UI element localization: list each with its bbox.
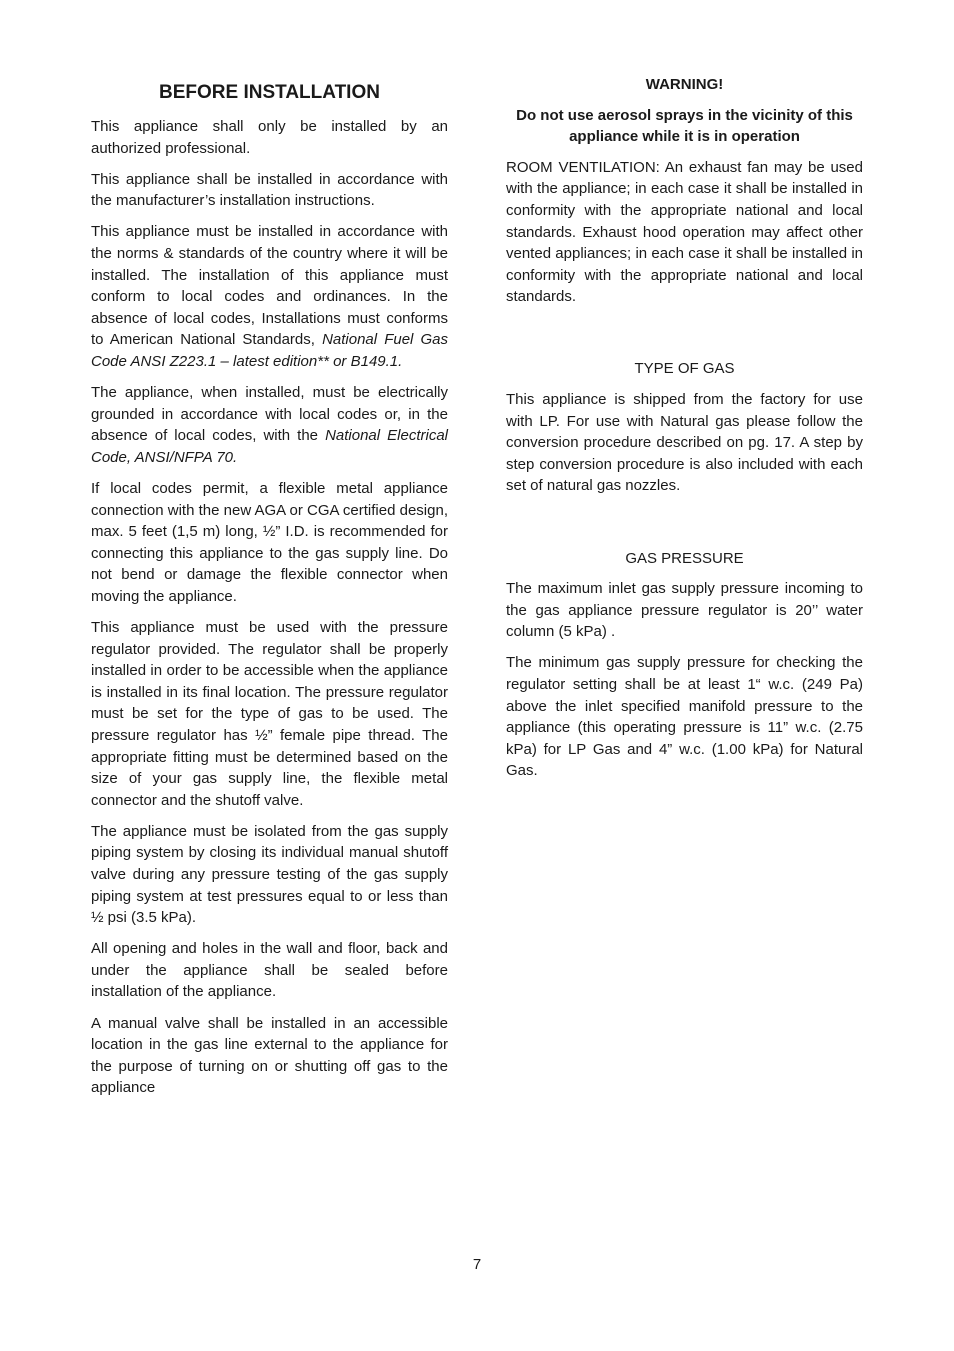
paragraph-norms-italic: National Fuel Gas Code ANSI Z223.1 – latest edition** or B149.1. [91, 331, 449, 370]
right-column [506, 74, 863, 791]
section-heading-type-of-gas: TYPE OF GAS [634, 360, 735, 378]
paragraph-authorized-professional: This appliance shall only be installed by an authorized professional. [91, 118, 448, 157]
warning-text: Do not use aerosol sprays in the vicinity of this appliance while it is in operation [516, 106, 853, 146]
section-heading-before-installation: BEFORE INSTALLATION [159, 82, 380, 103]
paragraph-electrical-grounding [91, 382, 448, 468]
paragraph-flexible-connector: If local codes permit, a flexible metal appliance connection with the new AGA or CGA certified design, max. 5 feet (1,5 m) long, ½” I.D. is recommended for connecting this appliance to the gas supply line. Do not bend or damage the flexible connector when moving the appliance. [91, 479, 448, 605]
paragraph-manual-valve: A manual valve shall be installed in an accessible location in the gas line external to the appliance for the purpose of turning on or shutting off gas to the appliance [91, 1014, 448, 1097]
section-spacer [506, 507, 863, 548]
warning-title: WARNING! [645, 76, 724, 93]
paragraph-pressure-regulator: This appliance must be used with the pressure regulator provided. The regulator shall be properly installed in order to be accessible when the appliance is installed in its final location. The pressure regulator must be set for the type of gas to be used. The pressure regulator has ½” female pipe thread. The appropriate fitting must be determined based on the size of your gas supply line, the flexible metal connector and the shutoff valve. [91, 618, 448, 809]
section-heading-gas-pressure: GAS PRESSURE [625, 549, 744, 567]
paragraph-isolation: The appliance must be isolated from the gas supply piping system by closing its individual manual shutoff valve during any pressure testing of the gas supply piping system at test pressures equal to or less than ½ psi (3.5 kPa). [91, 822, 448, 927]
paragraph-norms-text: This appliance must be installed in accordance with the norms & standards of the country where it will be installed. The installation of this appliance must conform to local codes and ordinances. In the absence of local codes, Installations must conforms to American National Standards, [91, 223, 448, 349]
paragraph-min-supply-pressure: The minimum gas supply pressure for checking the regulator setting shall be at least 1“ w.c. (249 Pa) above the inlet specified manifold pressure to the appliance (this operating pressure is 11” w.c. (2.75 kPa) for LP Gas and 4” w.c. (1.00 kPa) for Natural Gas. [506, 654, 863, 780]
paragraph-room-ventilation: ROOM VENTILATION: An exhaust fan may be used with the appliance; in each case it shall be installed in conformity with the appropriate national and local standards. Exhaust hood operation may affect other vented appliances; in each case it shall be installed in conformity with the appropriate national and local standards. [506, 158, 863, 306]
left-column [91, 80, 448, 1108]
paragraph-max-inlet-pressure: The maximum inlet gas supply pressure incoming to the gas appliance pressure regulator is 20’’ water column (5 kPa) . [506, 580, 863, 641]
paragraph-norms-standards [91, 221, 448, 372]
paragraph-grounding-text: The appliance, when installed, must be electrically grounded in accordance with local codes or, in the absence of local codes, with the [91, 384, 448, 445]
section-spacer [506, 317, 863, 358]
paragraph-grounding-italic: National Electrical Code, ANSI/NFPA 70. [91, 427, 448, 466]
page-number: 7 [472, 1256, 482, 1273]
paragraph-type-of-gas: This appliance is shipped from the factory for use with LP. For use with Natural gas please follow the conversion procedure described on pg. 17. A step by step conversion procedure is also included with each set of natural gas nozzles. [506, 391, 863, 495]
paragraph-manufacturer-instructions: This appliance shall be installed in accordance with the manufacturer’s installation instructions. [91, 170, 448, 210]
paragraph-sealing: All opening and holes in the wall and floor, back and under the appliance shall be sealed before installation of the appliance. [91, 940, 448, 1001]
